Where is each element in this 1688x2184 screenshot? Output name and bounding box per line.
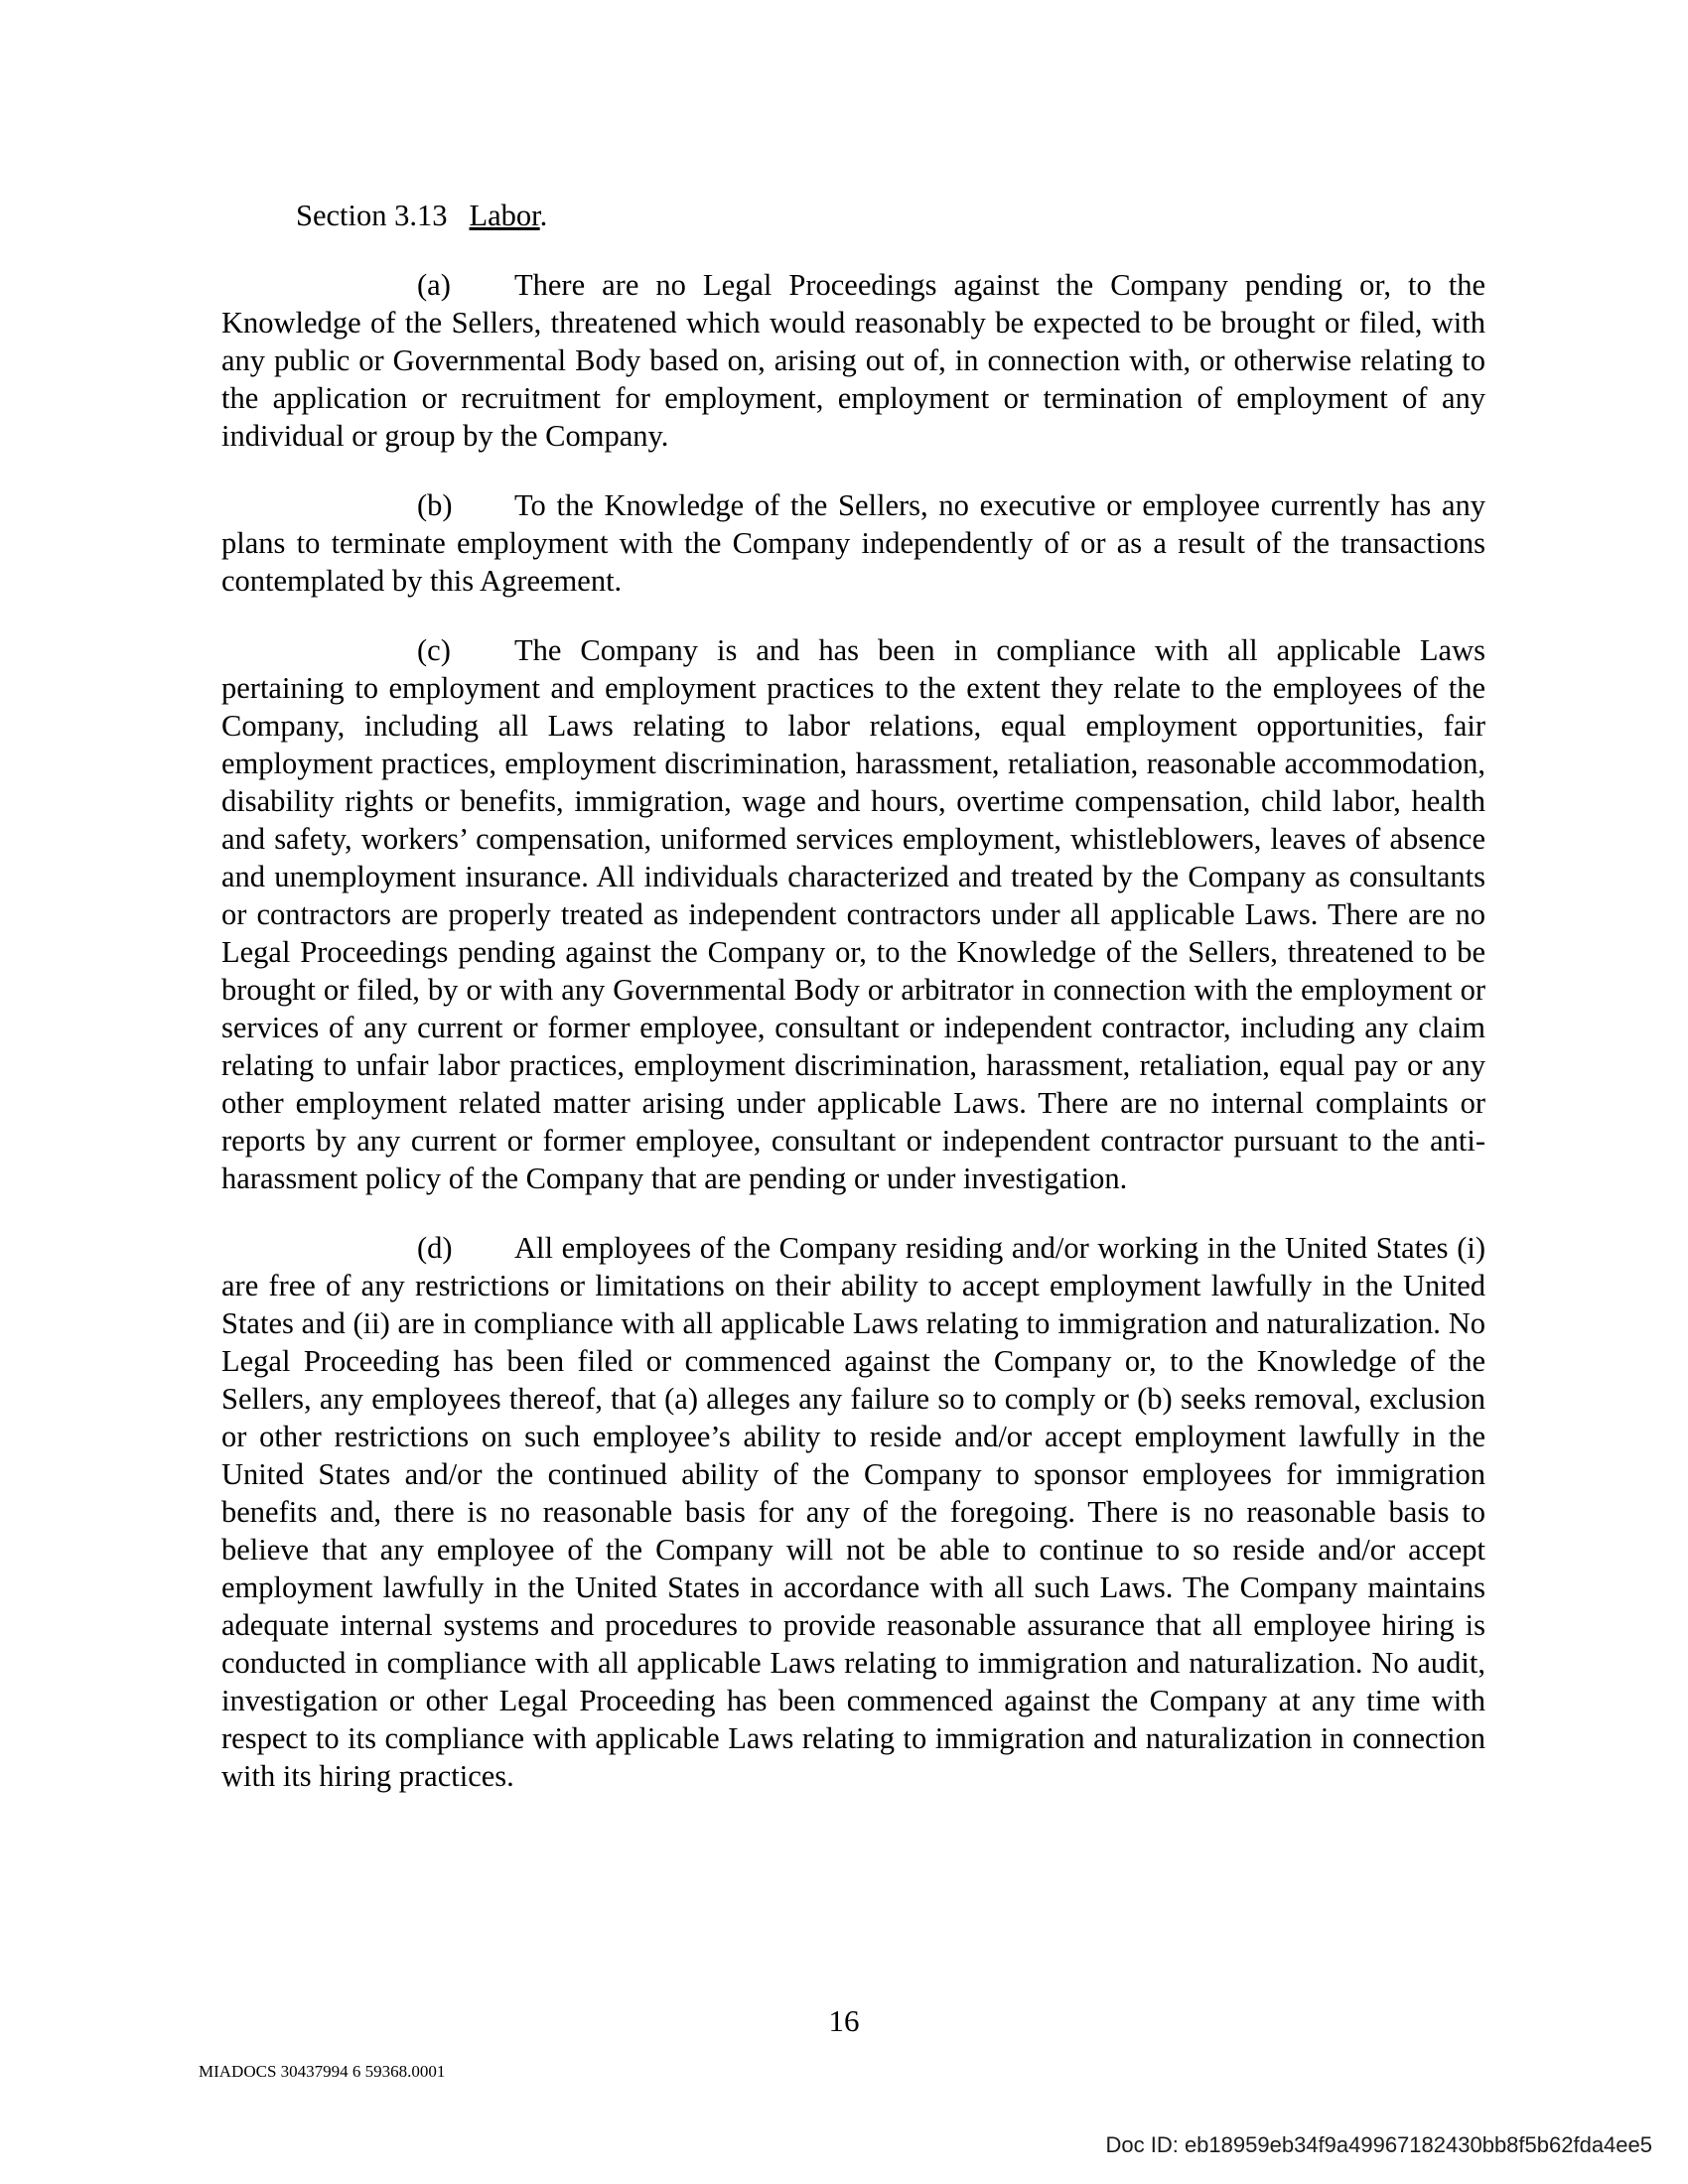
page-body bbox=[221, 197, 1485, 1827]
section-heading bbox=[221, 197, 1485, 234]
footer-document-reference: MIADOCS 30437994 6 59368.0001 bbox=[199, 2062, 446, 2081]
paragraph-text: To the Knowledge of the Sellers, no executive or employee currently has any plans to terminate employment with the Company independently of or as a result of the transactions contemplated by this Agreement. bbox=[221, 488, 1485, 598]
paragraph-text: There are no Legal Proceedings against the Company pending or, to the Knowledge of the Sellers, threatened which would reasonably be expected to be brought or filed, with any public or Governmental Body based on, arising out of, in connection with, or otherwise relating to the application or recruitment for employment, employment or termination of employment of any individual or group by the Company. bbox=[221, 268, 1485, 453]
page-number: 16 bbox=[828, 2003, 860, 2038]
paragraph-text: The Company is and has been in compliance with all applicable Laws pertaining to employment and employment practices to the extent they relate to the employees of the Company, including all Laws relating to labor relations, equal employment opportunities, fair employment practices, employment discrimination, harassment, retaliation, reasonable accommodation, disability rights or benefits, immigration, wage and hours, overtime compensation, child labor, health and safety, workers’ compensation, uniformed services employment, whistleblowers, leaves of absence and unemployment insurance. All individuals characterized and treated by the Company as consultants or contractors are properly treated as independent contractors under all applicable Laws. There are no Legal Proceedings pending against the Company or, to the Knowledge of the Sellers, threatened to be brought or filed, by or with any Governmental Body or arbitrator in connection with the employment or services of any current or former employee, consultant or independent contractor, including any claim relating to unfair labor practices, employment discrimination, harassment, retaliation, equal pay or any other employment related matter arising under applicable Laws. There are no internal complaints or reports by any current or former employee, consultant or independent contractor pursuant to the anti-harassment policy of the Company that are pending or under investigation. bbox=[221, 633, 1485, 1195]
paragraph-b bbox=[221, 486, 1485, 600]
paragraph-label: (a) bbox=[417, 268, 451, 302]
section-title-period: . bbox=[539, 199, 548, 232]
doc-id-stamp: Doc ID: eb18959eb34f9a49967182430bb8f5b62fda4ee5 bbox=[1105, 2132, 1652, 2157]
section-title: Labor bbox=[469, 199, 540, 232]
paragraph-a bbox=[221, 266, 1485, 455]
paragraph-label: (c) bbox=[417, 633, 451, 667]
paragraph-c bbox=[221, 631, 1485, 1197]
paragraph-d bbox=[221, 1229, 1485, 1795]
paragraph-label: (d) bbox=[417, 1231, 453, 1265]
paragraph-text: All employees of the Company residing and/or working in the United States (i) are free of any restrictions or limitations on their ability to accept employment lawfully in the United States and (ii) are in compliance with all applicable Laws relating to immigration and naturalization. No Legal Proceeding has been filed or commenced against the Company or, to the Knowledge of the Sellers, any employees thereof, that (a) alleges any failure so to comply or (b) seeks removal, exclusion or other restrictions on such employee’s ability to reside and/or accept employment lawfully in the United States and/or the continued ability of the Company to sponsor employees for immigration benefits and, there is no reasonable basis for any of the foregoing. There is no reasonable basis to believe that any employee of the Company will not be able to continue to so reside and/or accept employment lawfully in the United States in accordance with all such Laws. The Company maintains adequate internal systems and procedures to provide reasonable assurance that all employee hiring is conducted in compliance with all applicable Laws relating to immigration and naturalization. No audit, investigation or other Legal Proceeding has been commenced against the Company at any time with respect to its compliance with applicable Laws relating to immigration and naturalization in connection with its hiring practices. bbox=[221, 1231, 1485, 1793]
section-number: Section 3.13 bbox=[296, 199, 448, 232]
paragraph-label: (b) bbox=[417, 488, 453, 522]
